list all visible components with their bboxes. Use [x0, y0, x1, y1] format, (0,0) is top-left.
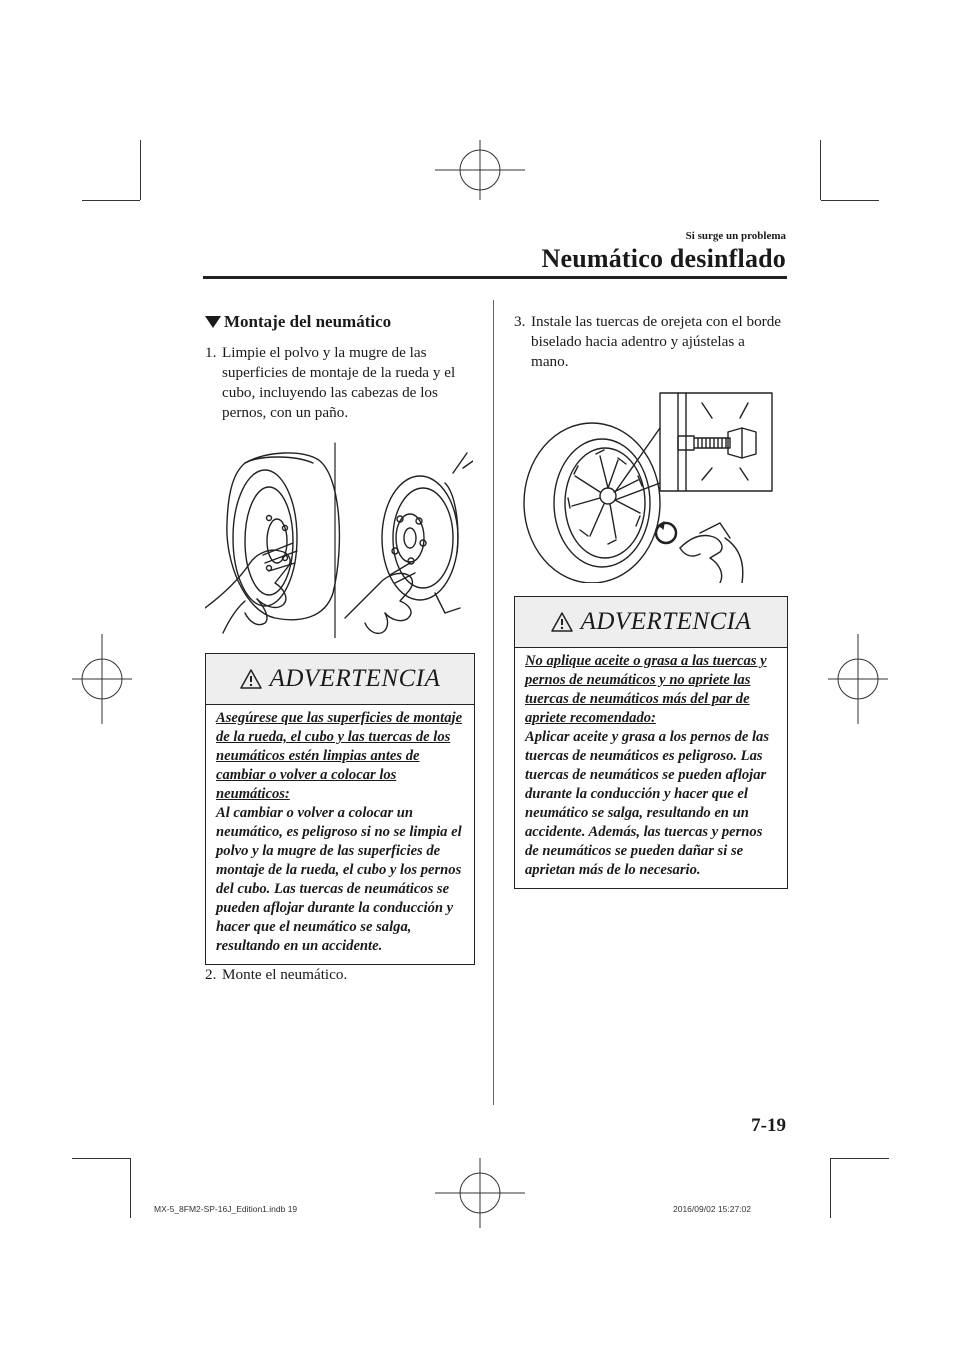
page-number: 7-19	[751, 1115, 786, 1136]
warning-header	[206, 654, 474, 705]
warning-body	[206, 705, 474, 964]
step-1	[205, 343, 475, 423]
warning-triangle-icon	[240, 669, 262, 689]
footer-file: MX-5_8FM2-SP-16J_Edition1.indb 19	[154, 1204, 298, 1214]
step-2	[205, 965, 475, 985]
registration-mark-bottom	[435, 1158, 525, 1228]
warning-emphasis: Asegúrese que las superficies de montaje de la rueda, el cubo y las tuercas de los neumáticos estén limpias antes de cambiar o volver a colocar los neumáticos:	[216, 710, 463, 802]
registration-mark-right	[828, 634, 888, 724]
header-section: Si surge un problema	[685, 230, 786, 242]
warning-title: ADVERTENCIA	[269, 665, 441, 692]
step-text: Monte el neumático.	[222, 966, 348, 983]
cleaning-illustration	[205, 433, 473, 638]
step-number: 3.	[514, 313, 526, 330]
column-divider	[493, 300, 494, 1105]
section-title-text: Montaje del neumático	[224, 312, 392, 331]
step-text: Limpie el polvo y la mugre de las superficies de montaje de la rueda y el cubo, incluyendo las cabezas de los pernos, con un paño.	[222, 344, 456, 421]
step-3	[514, 312, 786, 372]
header-rule	[203, 276, 787, 279]
warning-triangle-icon	[551, 612, 573, 632]
warning-title: ADVERTENCIA	[580, 608, 752, 635]
step-number: 1.	[205, 344, 217, 361]
warning-text: Aplicar aceite y grasa a los pernos de las tuercas de neumáticos es peligroso. Las tuercas de neumáticos se pueden aflojar durante la conducción y hacer que el neumático se salga, resultando en un accidente. Además, las tuercas y pernos de neumáticos se pueden dañar si se aprietan más de lo necesario.	[525, 729, 770, 878]
section-title	[205, 312, 391, 332]
warning-body	[515, 648, 787, 888]
step-text: Instale las tuercas de orejeta con el borde biselado hacia adentro y ajústelas a mano.	[531, 313, 782, 370]
registration-mark-top	[435, 140, 525, 200]
triangle-bullet-icon	[205, 316, 221, 328]
warning-box-1	[205, 653, 475, 965]
footer-timestamp: 2016/09/02 15:27:02	[673, 1204, 751, 1214]
page-title: Neumático desinflado	[541, 244, 786, 273]
warning-header	[515, 597, 787, 648]
warning-text: Al cambiar o volver a colocar un neumático, es peligroso si no se limpia el polvo y la mugre de las superficies de montaje de la rueda, el cubo y los pernos del cubo. Las tuercas de neumáticos se pueden aflojar durante la conducción y hacer que el neumático se salga, resultando en un accidente.	[216, 805, 462, 954]
registration-mark-left	[72, 634, 132, 724]
warning-box-2	[514, 596, 788, 889]
lug-nut-illustration	[520, 388, 782, 583]
step-number: 2.	[205, 966, 217, 983]
warning-emphasis: No aplique aceite o grasa a las tuercas y pernos de neumáticos y no apriete las tuercas de neumáticos más del par de apriete recomendado:	[525, 653, 767, 726]
